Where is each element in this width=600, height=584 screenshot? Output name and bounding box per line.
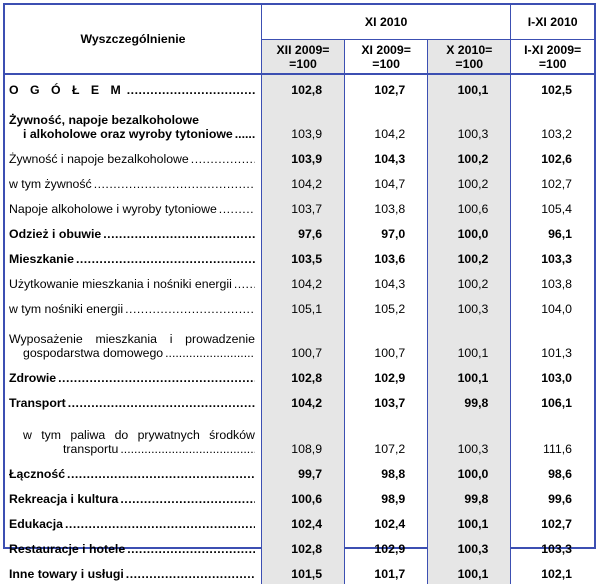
table-row [5,363,594,388]
table-row [5,144,594,169]
header-label: Wyszczególnienie [5,5,261,74]
cell-value: 100,2 [428,244,511,269]
row-label: Restauracje i hotele ..... [5,534,261,559]
cell-value: 102,8 [261,363,344,388]
cell-value: 102,7 [511,169,594,194]
header-group-xi-2010: XI 2010 [364,14,408,29]
cell-value: 104,0 [511,294,594,319]
table-row [5,559,594,584]
cell-value: 104,2 [345,100,428,144]
row-label: Żywność, napoje bezalkoholowe i alkoholowe oraz wyroby tytoniowe ..... [5,100,261,144]
cell-value: 97,0 [345,219,428,244]
cell-value: 103,8 [511,269,594,294]
cell-value: 100,1 [428,509,511,534]
row-label: Łączność ..... [5,459,261,484]
cell-value: 111,6 [511,413,594,459]
subheader-col-2: XI 2009= =100 [345,39,428,74]
cell-value: 103,3 [511,244,594,269]
row-label: Wyposażenie mieszkania i prowadzenie gospodarstwa domowego ..... [5,319,261,363]
cell-value: 100,1 [428,363,511,388]
table-row [5,269,594,294]
cell-value: 98,6 [511,459,594,484]
row-label: Mieszkanie ..... [5,244,261,269]
row-label: Transport ..... [5,388,261,413]
cell-value: 100,1 [428,74,511,100]
cell-value: 102,7 [511,509,594,534]
table-row [5,388,594,413]
cell-value: 104,3 [345,269,428,294]
table-row [5,169,594,194]
cell-value: 102,6 [511,144,594,169]
table-row [5,194,594,219]
row-label: Zdrowie ..... [5,363,261,388]
cell-value: 100,7 [261,319,344,363]
subheader-col-3: X 2010= =100 [428,39,511,74]
cell-value: 100,6 [261,484,344,509]
cell-value: 100,0 [428,219,511,244]
cell-value: 98,9 [345,484,428,509]
cell-value: 108,9 [261,413,344,459]
cell-value: 101,5 [261,559,344,584]
subheader-col-4: I-XI 2009= =100 [511,39,594,74]
cell-value: 100,6 [428,194,511,219]
table-row [5,484,594,509]
cell-value: 105,1 [261,294,344,319]
cell-value: 107,2 [345,413,428,459]
table-row [5,100,594,144]
table-row [5,219,594,244]
table-row [5,244,594,269]
table-row [5,459,594,484]
table-row [5,509,594,534]
cell-value: 102,1 [511,559,594,584]
cell-value: 98,8 [345,459,428,484]
cell-value: 104,2 [261,269,344,294]
cell-value: 103,2 [511,100,594,144]
price-index-table-frame [3,3,596,581]
cell-value: 102,9 [345,534,428,559]
cell-value: 99,6 [511,484,594,509]
row-label: Inne towary i usługi ..... [5,559,261,584]
cell-value: 102,8 [261,74,344,100]
cell-value: 99,7 [261,459,344,484]
cell-value: 99,8 [428,484,511,509]
row-label: Napoje alkoholowe i wyroby tytoniowe ..... [5,194,261,219]
cell-value: 102,8 [261,534,344,559]
cell-value: 104,7 [345,169,428,194]
cell-value: 103,6 [345,244,428,269]
cell-value: 100,1 [428,559,511,584]
cell-value: 100,3 [428,294,511,319]
cell-value: 100,2 [428,169,511,194]
row-label: Żywność i napoje bezalkoholowe ..... [5,144,261,169]
cell-value: 103,7 [345,388,428,413]
header-group-i-xi-2010: I-XI 2010 [511,5,594,39]
cell-value: 105,4 [511,194,594,219]
cell-value: 103,0 [511,363,594,388]
cell-value: 97,6 [261,219,344,244]
cell-value: 100,3 [428,413,511,459]
cell-value: 102,4 [345,509,428,534]
cell-value: 100,0 [428,459,511,484]
cell-value: 106,1 [511,388,594,413]
cell-value: 102,4 [261,509,344,534]
cell-value: 96,1 [511,219,594,244]
cell-value: 103,9 [261,144,344,169]
cell-value: 100,3 [428,100,511,144]
cell-value: 104,3 [345,144,428,169]
cell-value: 103,5 [261,244,344,269]
cell-value: 103,3 [511,534,594,559]
cell-value: 100,1 [428,319,511,363]
cell-value: 100,2 [428,144,511,169]
row-label: Odzież i obuwie ..... [5,219,261,244]
cell-value: 102,5 [511,74,594,100]
cell-value: 102,7 [345,74,428,100]
cell-value: 103,7 [261,194,344,219]
table-row [5,534,594,559]
cell-value: 104,2 [261,388,344,413]
cell-value: 100,3 [428,534,511,559]
cell-value: 101,3 [511,319,594,363]
row-label: Edukacja ..... [5,509,261,534]
row-label: Rekreacja i kultura ..... [5,484,261,509]
table-row [5,319,594,363]
cell-value: 101,7 [345,559,428,584]
cell-value: 102,9 [345,363,428,388]
price-index-table [5,5,594,584]
row-label: w tym nośniki energii ..... [5,294,261,319]
row-label: w tym paliwa do prywatnych środków transportu ..... [5,413,261,459]
table-row [5,413,594,459]
row-label: w tym żywność ..... [5,169,261,194]
cell-value: 105,2 [345,294,428,319]
cell-value: 104,2 [261,169,344,194]
cell-value: 103,9 [261,100,344,144]
table-row [5,74,594,100]
cell-value: 100,2 [428,269,511,294]
cell-value: 103,8 [345,194,428,219]
subheader-col-1: XII 2009= =100 [261,39,344,74]
table-row [5,294,594,319]
cell-value: 100,7 [345,319,428,363]
cell-value: 99,8 [428,388,511,413]
row-label: Użytkowanie mieszkania i nośniki energii ..... [5,269,261,294]
row-label: O G Ó Ł E M ..... [5,74,261,100]
